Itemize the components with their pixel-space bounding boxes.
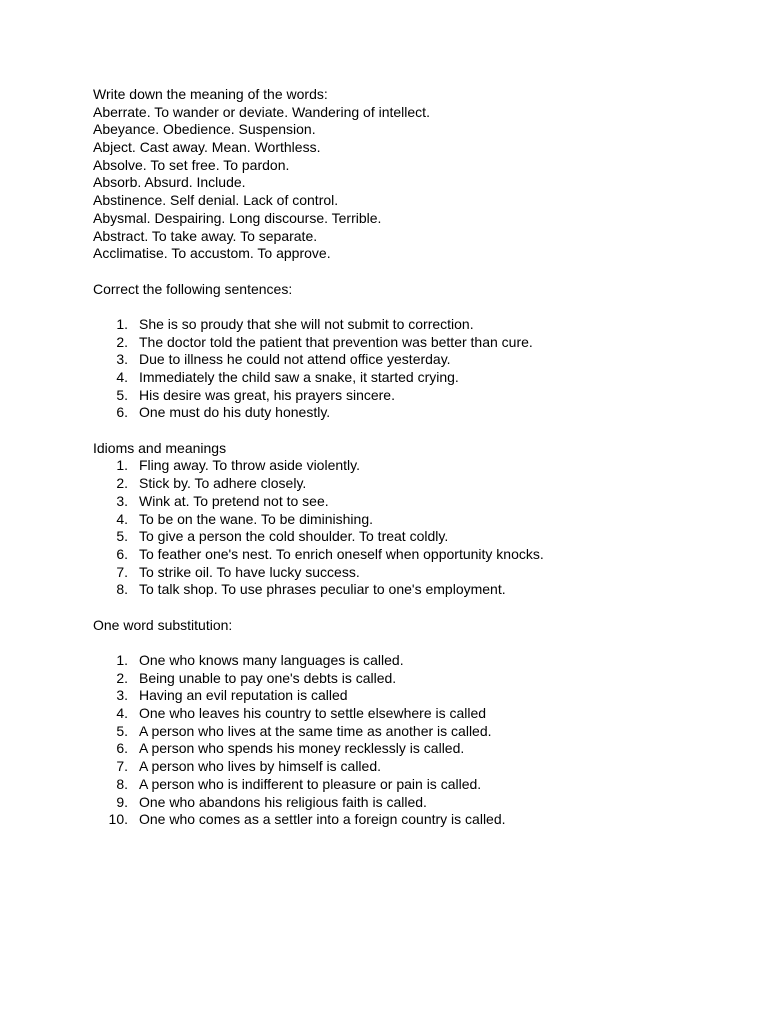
list-item bbox=[93, 387, 733, 405]
list-item bbox=[93, 811, 733, 829]
list-number: 5. bbox=[116, 722, 128, 739]
section-heading-one-word-substitution: One word substitution: bbox=[93, 616, 233, 633]
list-item-text: Being unable to pay one's debts is called. bbox=[139, 669, 397, 686]
list-item bbox=[93, 705, 733, 723]
list-item bbox=[93, 652, 733, 670]
word-meaning-line: Abject. Cast away. Mean. Worthless. bbox=[93, 139, 321, 156]
section-heading-idioms: Idioms and meanings bbox=[93, 439, 227, 456]
list-item-text: The doctor told the patient that prevention was better than cure. bbox=[139, 333, 533, 350]
list-item bbox=[93, 351, 733, 369]
list-item-text: Having an evil reputation is called bbox=[139, 687, 348, 704]
list-number: 10. bbox=[108, 811, 128, 828]
list-item bbox=[93, 528, 733, 546]
list-item bbox=[93, 546, 733, 564]
list-item-text: A person who lives by himself is called. bbox=[139, 758, 381, 775]
list-number: 3. bbox=[116, 687, 128, 704]
list-item bbox=[93, 776, 733, 794]
list-number: 8. bbox=[116, 581, 128, 598]
list-number: 1. bbox=[116, 652, 128, 668]
list-number: 4. bbox=[116, 369, 128, 385]
word-meaning-line: Abysmal. Despairing. Long discourse. Terrible. bbox=[93, 209, 382, 226]
list-item-text: To strike oil. To have lucky success. bbox=[139, 563, 360, 580]
list-item bbox=[93, 687, 733, 705]
list-number: 3. bbox=[116, 492, 128, 509]
correct-sentences-list bbox=[93, 316, 733, 422]
list-number: 8. bbox=[116, 775, 128, 792]
list-item-text: To give a person the cold shoulder. To treat coldly. bbox=[139, 528, 449, 545]
spacer bbox=[93, 599, 733, 617]
list-number: 3. bbox=[116, 351, 128, 368]
list-item-text: To feather one's nest. To enrich oneself when opportunity knocks. bbox=[139, 545, 544, 562]
list-number: 6. bbox=[116, 740, 128, 757]
spacer bbox=[93, 634, 733, 652]
list-item-text: A person who spends his money recklessly is called. bbox=[139, 740, 465, 757]
list-item-text: A person who lives at the same time as another is called. bbox=[139, 722, 492, 739]
list-item-text: One must do his duty honestly. bbox=[139, 404, 331, 421]
list-item bbox=[93, 316, 733, 334]
list-item-text: One who leaves his country to settle elsewhere is called bbox=[139, 705, 487, 722]
word-meaning-line: Abstinence. Self denial. Lack of control. bbox=[93, 192, 339, 209]
list-item-text: One who abandons his religious faith is called. bbox=[139, 793, 427, 810]
list-item-text: To talk shop. To use phrases peculiar to one's employment. bbox=[139, 581, 506, 598]
list-item bbox=[93, 404, 733, 422]
list-number: 2. bbox=[116, 333, 128, 350]
list-item bbox=[93, 369, 733, 387]
list-item-text: Due to illness he could not attend office yesterday. bbox=[139, 351, 451, 368]
list-item bbox=[93, 334, 733, 352]
list-item-text: Fling away. To throw aside violently. bbox=[139, 457, 360, 474]
list-number: 5. bbox=[116, 528, 128, 545]
list-number: 4. bbox=[116, 510, 128, 527]
word-meaning-line: Absolve. To set free. To pardon. bbox=[93, 156, 290, 173]
list-item bbox=[93, 794, 733, 812]
word-meaning-line: Aberrate. To wander or deviate. Wandering of intellect. bbox=[93, 103, 430, 120]
list-item-text: To be on the wane. To be diminishing. bbox=[139, 510, 374, 527]
list-item bbox=[93, 758, 733, 776]
word-meaning-line: Abeyance. Obedience. Suspension. bbox=[93, 121, 316, 138]
spacer bbox=[93, 298, 733, 316]
list-number: 7. bbox=[116, 758, 128, 775]
list-item bbox=[93, 511, 733, 529]
list-number: 6. bbox=[116, 404, 128, 421]
section-heading-word-meanings: Write down the meaning of the words: bbox=[93, 86, 328, 102]
list-number: 7. bbox=[116, 563, 128, 580]
list-number: 2. bbox=[116, 475, 128, 492]
list-number: 1. bbox=[116, 457, 128, 474]
list-item-text: A person who is indifferent to pleasure or pain is called. bbox=[139, 775, 482, 792]
word-meaning-line: Absorb. Absurd. Include. bbox=[93, 174, 246, 191]
list-item-text: One who knows many languages is called. bbox=[139, 652, 404, 668]
list-item-text: His desire was great, his prayers sincere. bbox=[139, 386, 395, 403]
list-item bbox=[93, 740, 733, 758]
list-item-text: She is so proudy that she will not submit to correction. bbox=[139, 315, 474, 332]
list-item-text: Immediately the child saw a snake, it started crying. bbox=[139, 369, 459, 385]
list-item bbox=[93, 475, 733, 493]
list-number: 4. bbox=[116, 705, 128, 722]
list-item bbox=[93, 723, 733, 741]
one-word-substitution-list bbox=[93, 652, 733, 829]
idioms-list bbox=[93, 457, 733, 599]
list-number: 5. bbox=[116, 386, 128, 403]
word-meaning-line: Acclimatise. To accustom. To approve. bbox=[93, 245, 331, 262]
list-item bbox=[93, 457, 733, 475]
list-number: 9. bbox=[116, 793, 128, 810]
list-number: 2. bbox=[116, 669, 128, 686]
word-meaning-line: Abstract. To take away. To separate. bbox=[93, 227, 318, 244]
list-item bbox=[93, 493, 733, 511]
spacer bbox=[93, 263, 733, 281]
list-item-text: One who comes as a settler into a foreign country is called. bbox=[139, 811, 506, 828]
list-item bbox=[93, 581, 733, 599]
section-heading-correct-sentences: Correct the following sentences: bbox=[93, 280, 293, 297]
spacer bbox=[93, 422, 733, 440]
list-item bbox=[93, 670, 733, 688]
list-number: 1. bbox=[116, 315, 128, 332]
document-page bbox=[93, 86, 733, 829]
list-item-text: Stick by. To adhere closely. bbox=[139, 475, 307, 492]
list-number: 6. bbox=[116, 545, 128, 562]
list-item-text: Wink at. To pretend not to see. bbox=[139, 492, 329, 509]
list-item bbox=[93, 564, 733, 582]
